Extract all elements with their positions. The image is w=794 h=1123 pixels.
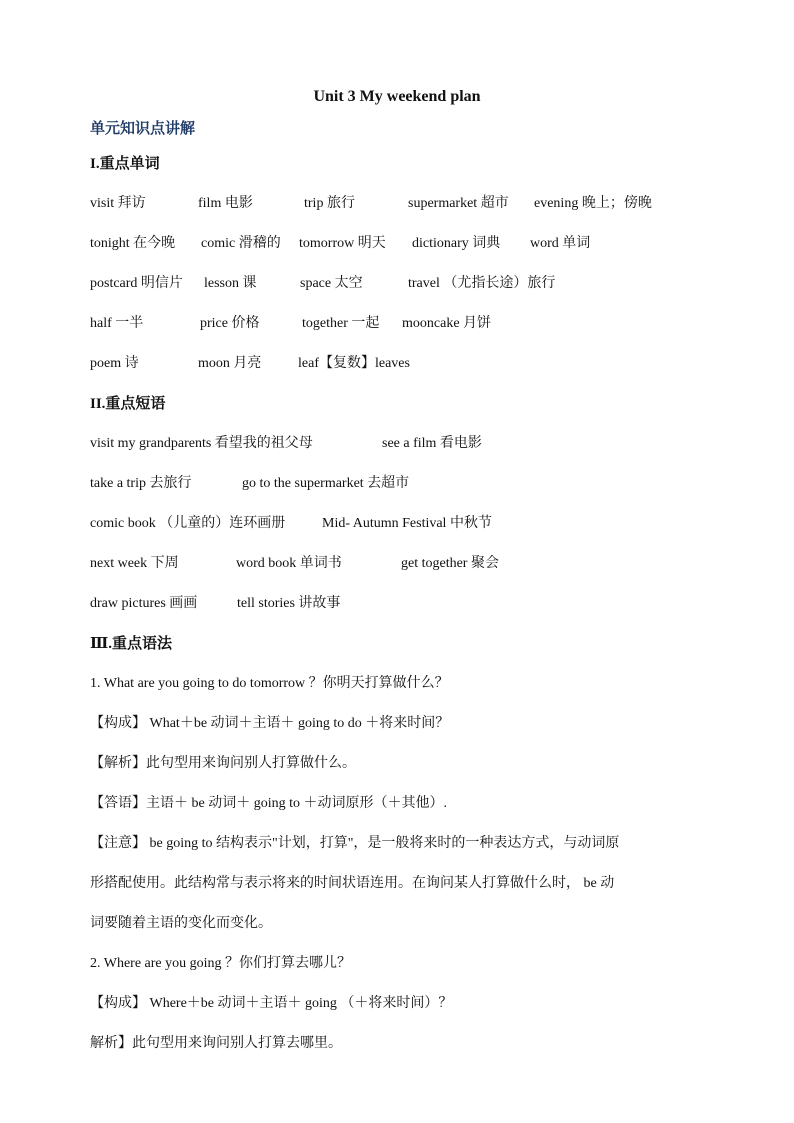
vocab-item: film 电影 — [198, 196, 253, 211]
vocab-item: poem 诗 — [90, 356, 139, 371]
phrase-item: take a trip 去旅行 — [90, 476, 192, 491]
vocab-item: supermarket 超市 — [408, 196, 509, 211]
vocab-item: leaf【复数】leaves — [298, 356, 410, 371]
vocab-item: word 单词 — [530, 236, 591, 251]
vocab-item: lesson 课 — [204, 276, 257, 291]
vocab-item: price 价格 — [200, 316, 260, 331]
vocab-item: postcard 明信片 — [90, 276, 183, 291]
grammar-analysis-1: 【解析】此句型用来询问别人打算做什么。 — [90, 756, 356, 771]
phrase-item: comic book （儿童的）连环画册 — [90, 516, 286, 531]
section-heading-grammar: Ⅲ.重点语法 — [90, 636, 173, 652]
grammar-note-line-1: 【注意】 be going to 结构表示"计划，打算"，是一般将来时的一种表达方式，与动词原 — [90, 836, 620, 851]
grammar-note-line-3: 词要随着主语的变化而变化。 — [90, 916, 272, 931]
phrase-item: draw pictures 画画 — [90, 596, 198, 611]
phrase-item: word book 单词书 — [236, 556, 342, 571]
vocab-item: evening 晚上；傍晚 — [534, 196, 652, 211]
vocab-item: together 一起 — [302, 316, 380, 331]
section-subtitle: 单元知识点讲解 — [90, 121, 196, 137]
vocab-item: moon 月亮 — [198, 356, 262, 371]
vocab-item: comic 滑稽的 — [201, 236, 281, 251]
vocab-item: travel （尤指长途）旅行 — [408, 276, 556, 291]
section-heading-phrases: II.重点短语 — [90, 396, 166, 412]
phrase-item: visit my grandparents 看望我的祖父母 — [90, 436, 313, 451]
phrase-item: tell stories 讲故事 — [237, 596, 341, 611]
phrase-item: see a film 看电影 — [382, 436, 482, 451]
grammar-note-line-2: 形搭配使用。此结构常与表示将来的时间状语连用。在询问某人打算做什么时， be 动 — [90, 876, 615, 891]
vocab-item: tonight 在今晚 — [90, 236, 176, 251]
grammar-question-1: 1. What are you going to do tomorrow ？你明天打算做什么？ — [90, 676, 449, 691]
phrase-item: go to the supermarket 去超市 — [242, 476, 410, 491]
grammar-analysis-2: 解析】此句型用来询问别人打算去哪里。 — [90, 1036, 342, 1051]
phrase-item: next week 下周 — [90, 556, 179, 571]
section-heading-vocabulary: I.重点单词 — [90, 156, 160, 172]
vocab-item: half 一半 — [90, 316, 144, 331]
phrase-item: Mid- Autumn Festival 中秋节 — [322, 516, 492, 531]
vocab-item: tomorrow 明天 — [299, 236, 386, 251]
phrase-item: get together 聚会 — [401, 556, 499, 571]
grammar-question-2: 2. Where are you going ？你们打算去哪儿？ — [90, 956, 352, 971]
vocab-item: trip 旅行 — [304, 196, 355, 211]
vocab-item: dictionary 词典 — [412, 236, 501, 251]
vocab-item: mooncake 月饼 — [402, 316, 492, 331]
grammar-structure-2: 【构成】 Where＋be 动词＋主语＋ going （＋将来时间）？ — [90, 996, 453, 1011]
vocab-item: visit 拜访 — [90, 196, 146, 211]
vocab-item: space 太空 — [300, 276, 363, 291]
grammar-answer-1: 【答语】主语＋ be 动词＋ going to ＋动词原形（＋其他）. — [90, 796, 447, 811]
page-title: Unit 3 My weekend plan — [313, 88, 481, 105]
grammar-structure-1: 【构成】 What＋be 动词＋主语＋ going to do ＋将来时间？ — [90, 716, 450, 731]
